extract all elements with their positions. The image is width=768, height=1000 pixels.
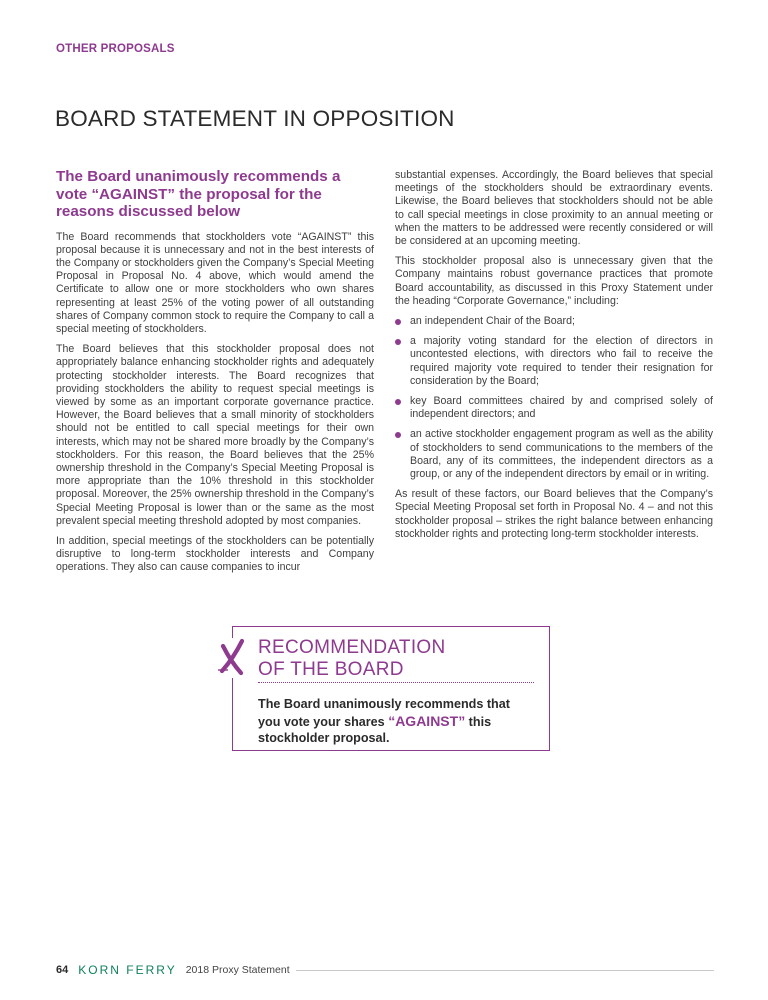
paragraph: The Board believes that this stockholder proposal does not appropriately balance enhancing stockholder rights and adequately protecting stockholder interests. The Board recognizes that providing stockholders the ability to request special meetings is viewed by some as an important corporate governance practice. However, the Board believes that a small minority of stockholders should not be entitled to call special meetings for their own interests, which may not be shared more broadly by the Company’s stockholders. For this reason, the Board believes that the 25% ownership threshold in the Company’s Special Meeting Proposal is more appropriate than the 10% threshold in this stockholder proposal. Moreover, the 25% ownership threshold in the Company’s Special Meeting Proposal is lower than or the same as the most prevalent special meeting threshold adopted by most companies. (56, 343, 374, 527)
list-item-text: a majority voting standard for the election of directors in uncontested elections, with directors who fail to receive the required majority vote required to tender their resignation for consideration by the Board; (410, 335, 713, 387)
page-number: 64 (56, 964, 69, 976)
dotted-divider (258, 682, 534, 683)
paragraph: The Board recommends that stockholders vote “AGAINST” this proposal because it is unnecessary and not in the best interests of the Company or stockholders given the Company’s Special Meeting Proposal in Proposal No. 4 above, which would amend the Certificate to allow one or more stockholders who own shares representing at least 25% of the voting power of all outstanding shares of Company common stock to require the Company to call a special meeting of stockholders. (56, 230, 374, 335)
list-item-text: an active stockholder engagement program as well as the ability of stockholders to send communications to the members of the Board, any of its committees, the independent directors as a group, or any of the independent directors by email or in writing. (410, 428, 713, 481)
bullet-icon (395, 339, 401, 345)
recommendation-title-line: OF THE BOARD (258, 658, 404, 680)
x-mark-icon (214, 638, 250, 678)
governance-practices-list (395, 315, 713, 481)
list-item (395, 315, 713, 328)
paragraph: As result of these factors, our Board believes that the Company’s Special Meeting Proposal set forth in Proposal No. 4 – and not this stockholder proposal – strikes the right balance between enhancing stockholder rights and protecting long-term stockholder interests. (395, 488, 713, 540)
left-column (56, 168, 374, 582)
footer-divider (296, 970, 714, 971)
list-item (395, 395, 713, 421)
paragraph: This stockholder proposal also is unnecessary given that the Company maintains robust governance practices that promote Board accountability, as discussed in this Proxy Statement under the heading “Corporate Governance,” including: (395, 255, 713, 307)
right-column (395, 169, 713, 548)
bullet-icon (395, 432, 401, 438)
bullet-icon (395, 399, 401, 405)
recommendation-text-end: this stockholder proposal. (258, 714, 492, 745)
paragraph: substantial expenses. Accordingly, the Board believes that special meetings of the stockholders should be extraordinary events. Likewise, the Board believes that stockholders should not be able to call special meetings in close proximity to an annual meeting or when the matters to be addressed were recently considered or will be considered at an upcoming meeting. (395, 169, 713, 248)
section-label: OTHER PROPOSALS (56, 43, 175, 55)
recommendation-text-start: The Board unanimously recommends that you vote your shares (258, 697, 510, 729)
document-name: 2018 Proxy Statement (185, 964, 290, 976)
against-emphasis: “AGAINST” (388, 712, 466, 729)
recommendation-title-line: RECOMMENDATION (258, 637, 446, 658)
page-title: BOARD STATEMENT IN OPPOSITION (55, 106, 455, 131)
brand-logo: KORN FERRY (78, 963, 177, 977)
recommendation-title (258, 637, 446, 680)
recommendation-text (258, 696, 528, 747)
list-item-text: key Board committees chaired by and comprised solely of independent directors; and (410, 395, 713, 421)
list-item-text: an independent Chair of the Board; (410, 315, 575, 328)
bullet-icon (395, 319, 401, 325)
page-footer (56, 962, 714, 978)
paragraph: In addition, special meetings of the stockholders can be potentially disruptive to long-term stockholder interests and Company operations. They also can cause companies to incur (56, 534, 374, 574)
list-item (395, 428, 713, 481)
list-item (395, 335, 713, 388)
recommendation-subheading: The Board unanimously recommends a vote “AGAINST” the proposal for the reasons discussed below (56, 168, 341, 220)
